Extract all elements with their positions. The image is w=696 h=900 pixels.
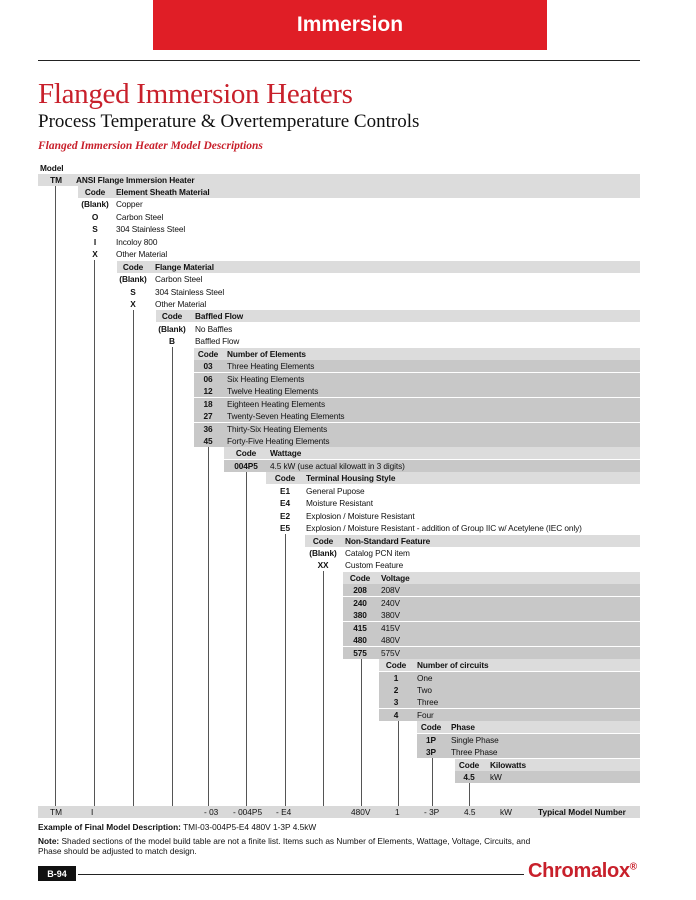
option-description: 380V bbox=[381, 610, 400, 621]
option-code: 3 bbox=[393, 697, 399, 708]
option-code: 03 bbox=[203, 361, 213, 372]
note-text: Shaded sections of the model build table are not a finite list. Items such as Number of Elements, Wattage, Voltage, Circuits, and Phase should be adjusted to match design. bbox=[38, 836, 531, 856]
option-code: X bbox=[130, 299, 136, 309]
option-description: Copper bbox=[116, 199, 143, 210]
connector-line bbox=[361, 659, 362, 806]
option-description: 4.5 kW (use actual kilowatt in 3 digits) bbox=[270, 460, 405, 471]
option-description: Explosion / Moisture Resistant bbox=[306, 510, 415, 521]
option-description: kW bbox=[490, 772, 502, 783]
option-description: Explosion / Moisture Resistant - addition of Group IIC w/ Acetylene (IEC only) bbox=[306, 523, 582, 534]
final-cell: Typical Model Number bbox=[538, 807, 626, 817]
option-description: Other Material bbox=[116, 249, 168, 260]
option-code: (Blank) bbox=[81, 199, 109, 210]
example-label: Example of Final Model Description: bbox=[38, 822, 181, 832]
final-cell: 4.5 bbox=[464, 807, 476, 817]
option-description: Moisture Resistant bbox=[306, 498, 373, 509]
column-code-header: TM bbox=[50, 174, 62, 185]
column-title: Flange Material bbox=[155, 261, 214, 272]
option-description: Six Heating Elements bbox=[227, 373, 305, 384]
option-code: I bbox=[93, 236, 97, 247]
option-description: Baffled Flow bbox=[195, 336, 240, 347]
option-code: 1 bbox=[393, 672, 399, 683]
final-cell: 480V bbox=[351, 807, 371, 817]
connector-line bbox=[94, 260, 95, 806]
final-cell: - 004P5 bbox=[233, 807, 263, 817]
option-description: Other Material bbox=[155, 299, 207, 309]
option-code: E1 bbox=[280, 485, 290, 496]
column-title: Voltage bbox=[381, 572, 410, 583]
column-code-header: Code bbox=[312, 535, 334, 546]
option-code: (Blank) bbox=[158, 323, 186, 334]
final-cell: - E4 bbox=[276, 807, 292, 817]
option-code: B bbox=[169, 336, 175, 347]
column-code-header: Code bbox=[274, 473, 296, 484]
option-code: E5 bbox=[280, 523, 290, 534]
option-description: Four bbox=[417, 709, 434, 720]
column-code-header: Code bbox=[122, 261, 144, 272]
registered-mark: ® bbox=[629, 861, 637, 873]
option-code: 12 bbox=[203, 386, 213, 397]
option-description: 304 Stainless Steel bbox=[116, 224, 186, 235]
option-description: Forty-Five Heating Elements bbox=[227, 435, 330, 446]
option-code: 27 bbox=[203, 411, 213, 422]
page-subtitle: Process Temperature & Overtemperature Controls bbox=[38, 111, 420, 132]
column-title: Terminal Housing Style bbox=[306, 473, 396, 484]
column-code-header: Code bbox=[458, 759, 480, 770]
logo-text: Chromalox bbox=[528, 860, 630, 882]
chromalox-logo bbox=[528, 860, 637, 883]
option-description: 480V bbox=[381, 635, 400, 646]
option-description: Three Phase bbox=[451, 747, 498, 758]
connector-line bbox=[432, 758, 433, 806]
option-code: 45 bbox=[203, 435, 213, 446]
column-code-header: Code bbox=[161, 311, 183, 322]
section-title: Flanged Immersion Heater Model Descriptions bbox=[38, 140, 263, 152]
option-description: Thirty-Six Heating Elements bbox=[227, 423, 328, 434]
connector-line bbox=[133, 310, 134, 806]
option-description: Two bbox=[417, 684, 432, 695]
connector-line bbox=[55, 186, 56, 807]
bottom-rule bbox=[78, 874, 524, 875]
connector-line bbox=[246, 472, 247, 806]
option-description: One bbox=[417, 672, 433, 683]
option-description: Three bbox=[417, 697, 439, 708]
option-code: E2 bbox=[280, 510, 290, 521]
example-value: TMI-03-004P5-E4 480V 1-3P 4.5kW bbox=[183, 822, 317, 832]
option-code: O bbox=[91, 211, 99, 222]
option-code: S bbox=[130, 286, 136, 297]
option-code: 4 bbox=[393, 709, 399, 720]
option-description: 304 Stainless Steel bbox=[155, 286, 225, 297]
option-code: 18 bbox=[203, 398, 213, 409]
option-description: 575V bbox=[381, 647, 400, 658]
option-description: Carbon Steel bbox=[116, 211, 164, 222]
option-description: No Baffles bbox=[195, 323, 233, 334]
option-code: 380 bbox=[353, 610, 367, 621]
option-code: X bbox=[92, 249, 98, 260]
column-title: Kilowatts bbox=[490, 759, 526, 770]
option-code: 06 bbox=[203, 373, 213, 384]
section-banner: Immersion bbox=[153, 0, 547, 50]
option-code: (Blank) bbox=[119, 274, 147, 285]
example-line bbox=[38, 822, 316, 832]
option-description: Single Phase bbox=[451, 734, 499, 745]
column-title: Phase bbox=[451, 722, 475, 733]
connector-line bbox=[469, 783, 470, 806]
option-code: E4 bbox=[280, 498, 290, 509]
option-description: Three Heating Elements bbox=[227, 361, 315, 372]
column-title: Non-Standard Feature bbox=[345, 535, 431, 546]
connector-line bbox=[323, 571, 324, 806]
column-title: Number of circuits bbox=[417, 660, 489, 671]
option-description: Eighteen Heating Elements bbox=[227, 398, 326, 409]
option-code: 240 bbox=[353, 597, 367, 608]
option-code: 1P bbox=[426, 734, 436, 745]
column-title: Wattage bbox=[270, 448, 302, 459]
option-code: 208 bbox=[353, 585, 367, 596]
column-title: Number of Elements bbox=[227, 348, 306, 359]
option-description: Twelve Heating Elements bbox=[227, 386, 319, 397]
option-code: 004P5 bbox=[234, 460, 258, 471]
option-code: 415 bbox=[353, 622, 367, 633]
connector-line bbox=[172, 347, 173, 806]
final-cell: kW bbox=[500, 807, 512, 817]
option-description: Catalog PCN item bbox=[345, 548, 410, 558]
column-title: Baffled Flow bbox=[195, 311, 244, 322]
connector-line bbox=[398, 721, 399, 806]
option-code: 575 bbox=[353, 647, 367, 658]
final-cell: I bbox=[91, 807, 94, 817]
final-cell: - 03 bbox=[204, 807, 219, 817]
column-code-header: Code bbox=[84, 186, 106, 197]
option-description: Carbon Steel bbox=[155, 274, 203, 285]
option-description: 415V bbox=[381, 622, 400, 633]
option-code: 36 bbox=[203, 423, 213, 434]
option-code: XX bbox=[317, 560, 329, 571]
option-code: 480 bbox=[353, 635, 367, 646]
final-cell: 1 bbox=[395, 807, 400, 817]
column-code-header: Code bbox=[197, 348, 219, 359]
connector-line bbox=[208, 447, 209, 806]
option-code: 4.5 bbox=[463, 772, 475, 783]
option-code: 3P bbox=[426, 747, 436, 758]
option-code: (Blank) bbox=[309, 548, 337, 558]
option-code: 2 bbox=[393, 684, 399, 695]
option-description: Custom Feature bbox=[345, 560, 404, 571]
page-number: B-94 bbox=[38, 866, 76, 881]
model-label: Model bbox=[40, 163, 64, 173]
option-description: Twenty-Seven Heating Elements bbox=[227, 411, 345, 422]
option-description: 208V bbox=[381, 585, 400, 596]
final-cell: - 3P bbox=[424, 807, 440, 817]
option-description: General Pupose bbox=[306, 485, 365, 496]
column-code-header: Code bbox=[385, 660, 407, 671]
option-description: 240V bbox=[381, 597, 400, 608]
column-code-header: Code bbox=[349, 572, 371, 583]
option-code: S bbox=[92, 224, 98, 235]
final-cell: TM bbox=[50, 807, 62, 817]
option-description: Incoloy 800 bbox=[116, 236, 158, 247]
connector-line bbox=[285, 534, 286, 806]
column-title: Element Sheath Material bbox=[116, 186, 210, 197]
note bbox=[38, 836, 538, 856]
column-code-header: Code bbox=[235, 448, 257, 459]
note-label: Note: bbox=[38, 836, 60, 846]
column-code-header: Code bbox=[420, 722, 442, 733]
page-title: Flanged Immersion Heaters bbox=[38, 78, 353, 110]
column-title: ANSI Flange Immersion Heater bbox=[76, 174, 195, 185]
